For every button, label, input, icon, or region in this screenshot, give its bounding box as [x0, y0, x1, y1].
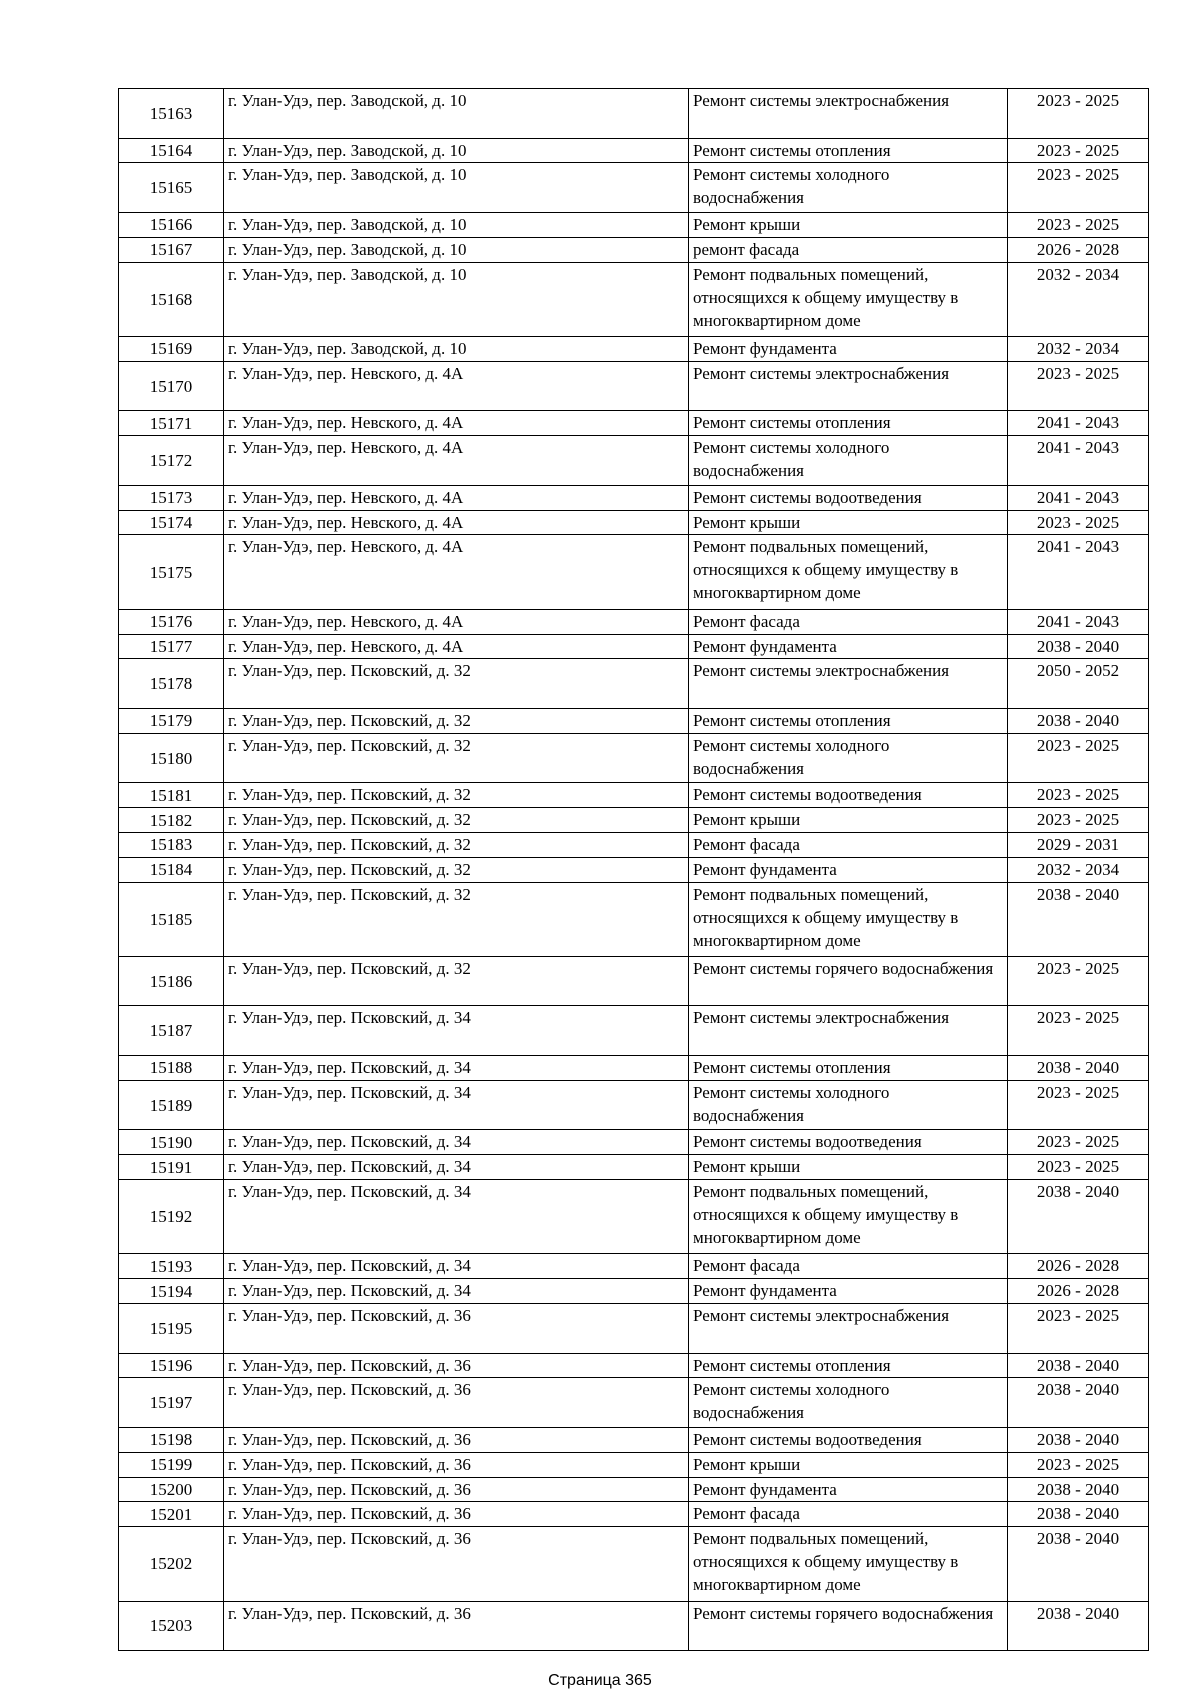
address-cell: г. Улан-Удэ, пер. Невского, д. 4А	[224, 609, 689, 634]
work-type-cell: Ремонт подвальных помещений, относящихся к общему имуществу в многоквартирном доме	[689, 1527, 1008, 1601]
table-row	[119, 1378, 1149, 1428]
table-row	[119, 708, 1149, 733]
row-number-cell: 15182	[119, 808, 224, 833]
work-type-cell: Ремонт фундамента	[689, 1477, 1008, 1502]
period-cell: 2023 - 2025	[1008, 138, 1149, 163]
address-cell: г. Улан-Удэ, пер. Псковский, д. 36	[224, 1477, 689, 1502]
work-type-cell: Ремонт системы водоотведения	[689, 1428, 1008, 1453]
work-type-cell: Ремонт системы холодного водоснабжения	[689, 1080, 1008, 1130]
table-row	[119, 485, 1149, 510]
table-row	[119, 1304, 1149, 1354]
row-number-cell: 15199	[119, 1452, 224, 1477]
address-cell: г. Улан-Удэ, пер. Псковский, д. 32	[224, 659, 689, 709]
row-number-cell: 15184	[119, 857, 224, 882]
work-type-cell: Ремонт системы электроснабжения	[689, 1006, 1008, 1056]
table-row	[119, 510, 1149, 535]
table-row	[119, 138, 1149, 163]
work-type-cell: Ремонт системы электроснабжения	[689, 659, 1008, 709]
table-row	[119, 237, 1149, 262]
period-cell: 2029 - 2031	[1008, 832, 1149, 857]
table-row	[119, 1254, 1149, 1279]
work-type-cell: Ремонт системы отопления	[689, 138, 1008, 163]
period-cell: 2023 - 2025	[1008, 163, 1149, 213]
period-cell: 2038 - 2040	[1008, 1180, 1149, 1254]
work-type-cell: Ремонт фундамента	[689, 336, 1008, 361]
work-type-cell: Ремонт системы электроснабжения	[689, 1304, 1008, 1354]
table-row	[119, 1428, 1149, 1453]
work-type-cell: Ремонт подвальных помещений, относящихся к общему имуществу в многоквартирном доме	[689, 882, 1008, 956]
work-type-cell: Ремонт крыши	[689, 510, 1008, 535]
address-cell: г. Улан-Удэ, пер. Псковский, д. 32	[224, 857, 689, 882]
table-row	[119, 411, 1149, 436]
period-cell: 2023 - 2025	[1008, 212, 1149, 237]
period-cell: 2023 - 2025	[1008, 783, 1149, 808]
address-cell: г. Улан-Удэ, пер. Псковский, д. 32	[224, 956, 689, 1006]
row-number-cell: 15190	[119, 1130, 224, 1155]
page-number: Страница 365	[548, 1672, 652, 1689]
address-cell: г. Улан-Удэ, пер. Псковский, д. 34	[224, 1006, 689, 1056]
period-cell: 2038 - 2040	[1008, 1056, 1149, 1081]
row-number-cell: 15203	[119, 1601, 224, 1651]
address-cell: г. Улан-Удэ, пер. Заводской, д. 10	[224, 138, 689, 163]
row-number-cell: 15185	[119, 882, 224, 956]
period-cell: 2038 - 2040	[1008, 1428, 1149, 1453]
table-row	[119, 1477, 1149, 1502]
period-cell: 2041 - 2043	[1008, 411, 1149, 436]
row-number-cell: 15192	[119, 1180, 224, 1254]
table-row	[119, 1006, 1149, 1056]
row-number-cell: 15168	[119, 262, 224, 336]
period-cell: 2038 - 2040	[1008, 708, 1149, 733]
work-type-cell: Ремонт подвальных помещений, относящихся к общему имуществу в многоквартирном доме	[689, 535, 1008, 609]
period-cell: 2026 - 2028	[1008, 1279, 1149, 1304]
address-cell: г. Улан-Удэ, пер. Псковский, д. 34	[224, 1056, 689, 1081]
address-cell: г. Улан-Удэ, пер. Невского, д. 4А	[224, 411, 689, 436]
row-number-cell: 15173	[119, 485, 224, 510]
address-cell: г. Улан-Удэ, пер. Невского, д. 4А	[224, 535, 689, 609]
row-number-cell: 15195	[119, 1304, 224, 1354]
repair-schedule-table	[118, 88, 1149, 1651]
address-cell: г. Улан-Удэ, пер. Псковский, д. 36	[224, 1452, 689, 1477]
address-cell: г. Улан-Удэ, пер. Псковский, д. 36	[224, 1428, 689, 1453]
period-cell: 2038 - 2040	[1008, 1527, 1149, 1601]
work-type-cell: ремонт фасада	[689, 237, 1008, 262]
period-cell: 2041 - 2043	[1008, 485, 1149, 510]
row-number-cell: 15197	[119, 1378, 224, 1428]
address-cell: г. Улан-Удэ, пер. Псковский, д. 32	[224, 708, 689, 733]
work-type-cell: Ремонт системы водоотведения	[689, 783, 1008, 808]
row-number-cell: 15177	[119, 634, 224, 659]
work-type-cell: Ремонт системы холодного водоснабжения	[689, 436, 1008, 486]
address-cell: г. Улан-Удэ, пер. Заводской, д. 10	[224, 262, 689, 336]
row-number-cell: 15193	[119, 1254, 224, 1279]
table-row	[119, 1080, 1149, 1130]
row-number-cell: 15164	[119, 138, 224, 163]
row-number-cell: 15171	[119, 411, 224, 436]
table-row	[119, 436, 1149, 486]
work-type-cell: Ремонт фундамента	[689, 634, 1008, 659]
work-type-cell: Ремонт фасада	[689, 609, 1008, 634]
table-row	[119, 163, 1149, 213]
row-number-cell: 15198	[119, 1428, 224, 1453]
row-number-cell: 15172	[119, 436, 224, 486]
table-row	[119, 1452, 1149, 1477]
address-cell: г. Улан-Удэ, пер. Псковский, д. 32	[224, 832, 689, 857]
row-number-cell: 15166	[119, 212, 224, 237]
period-cell: 2032 - 2034	[1008, 336, 1149, 361]
address-cell: г. Улан-Удэ, пер. Псковский, д. 34	[224, 1155, 689, 1180]
work-type-cell: Ремонт фундамента	[689, 1279, 1008, 1304]
work-type-cell: Ремонт системы электроснабжения	[689, 89, 1008, 139]
table-row	[119, 659, 1149, 709]
row-number-cell: 15169	[119, 336, 224, 361]
work-type-cell: Ремонт подвальных помещений, относящихся к общему имуществу в многоквартирном доме	[689, 262, 1008, 336]
row-number-cell: 15183	[119, 832, 224, 857]
table-row	[119, 89, 1149, 139]
period-cell: 2026 - 2028	[1008, 1254, 1149, 1279]
period-cell: 2038 - 2040	[1008, 882, 1149, 956]
table-row	[119, 336, 1149, 361]
period-cell: 2023 - 2025	[1008, 1304, 1149, 1354]
period-cell: 2026 - 2028	[1008, 237, 1149, 262]
address-cell: г. Улан-Удэ, пер. Псковский, д. 32	[224, 808, 689, 833]
row-number-cell: 15179	[119, 708, 224, 733]
row-number-cell: 15181	[119, 783, 224, 808]
table-row	[119, 262, 1149, 336]
address-cell: г. Улан-Удэ, пер. Невского, д. 4А	[224, 510, 689, 535]
row-number-cell: 15178	[119, 659, 224, 709]
row-number-cell: 15186	[119, 956, 224, 1006]
table-row	[119, 733, 1149, 783]
address-cell: г. Улан-Удэ, пер. Заводской, д. 10	[224, 237, 689, 262]
row-number-cell: 15189	[119, 1080, 224, 1130]
period-cell: 2038 - 2040	[1008, 1378, 1149, 1428]
period-cell: 2038 - 2040	[1008, 634, 1149, 659]
table-row	[119, 832, 1149, 857]
period-cell: 2023 - 2025	[1008, 510, 1149, 535]
address-cell: г. Улан-Удэ, пер. Псковский, д. 36	[224, 1378, 689, 1428]
period-cell: 2038 - 2040	[1008, 1353, 1149, 1378]
work-type-cell: Ремонт системы электроснабжения	[689, 361, 1008, 411]
work-type-cell: Ремонт подвальных помещений, относящихся к общему имуществу в многоквартирном доме	[689, 1180, 1008, 1254]
address-cell: г. Улан-Удэ, пер. Псковский, д. 32	[224, 882, 689, 956]
work-type-cell: Ремонт фасада	[689, 1502, 1008, 1527]
period-cell: 2023 - 2025	[1008, 1006, 1149, 1056]
work-type-cell: Ремонт крыши	[689, 808, 1008, 833]
period-cell: 2023 - 2025	[1008, 1080, 1149, 1130]
row-number-cell: 15174	[119, 510, 224, 535]
period-cell: 2038 - 2040	[1008, 1601, 1149, 1651]
row-number-cell: 15196	[119, 1353, 224, 1378]
row-number-cell: 15200	[119, 1477, 224, 1502]
table-row	[119, 212, 1149, 237]
address-cell: г. Улан-Удэ, пер. Псковский, д. 36	[224, 1502, 689, 1527]
work-type-cell: Ремонт системы водоотведения	[689, 485, 1008, 510]
address-cell: г. Улан-Удэ, пер. Невского, д. 4А	[224, 485, 689, 510]
table-row	[119, 1130, 1149, 1155]
work-type-cell: Ремонт системы горячего водоснабжения	[689, 956, 1008, 1006]
period-cell: 2023 - 2025	[1008, 733, 1149, 783]
table-row	[119, 956, 1149, 1006]
work-type-cell: Ремонт крыши	[689, 1155, 1008, 1180]
address-cell: г. Улан-Удэ, пер. Псковский, д. 36	[224, 1527, 689, 1601]
row-number-cell: 15188	[119, 1056, 224, 1081]
work-type-cell: Ремонт системы отопления	[689, 1056, 1008, 1081]
address-cell: г. Улан-Удэ, пер. Невского, д. 4А	[224, 361, 689, 411]
work-type-cell: Ремонт крыши	[689, 212, 1008, 237]
row-number-cell: 15163	[119, 89, 224, 139]
work-type-cell: Ремонт системы отопления	[689, 1353, 1008, 1378]
table-row	[119, 1180, 1149, 1254]
work-type-cell: Ремонт системы водоотведения	[689, 1130, 1008, 1155]
table-row	[119, 1527, 1149, 1601]
address-cell: г. Улан-Удэ, пер. Псковский, д. 36	[224, 1601, 689, 1651]
address-cell: г. Улан-Удэ, пер. Заводской, д. 10	[224, 336, 689, 361]
address-cell: г. Улан-Удэ, пер. Псковский, д. 36	[224, 1304, 689, 1354]
table-row	[119, 1601, 1149, 1651]
row-number-cell: 15191	[119, 1155, 224, 1180]
period-cell: 2041 - 2043	[1008, 535, 1149, 609]
period-cell: 2041 - 2043	[1008, 436, 1149, 486]
work-type-cell: Ремонт фасада	[689, 832, 1008, 857]
work-type-cell: Ремонт системы горячего водоснабжения	[689, 1601, 1008, 1651]
row-number-cell: 15201	[119, 1502, 224, 1527]
table-row	[119, 1056, 1149, 1081]
period-cell: 2038 - 2040	[1008, 1477, 1149, 1502]
table-row	[119, 609, 1149, 634]
period-cell: 2023 - 2025	[1008, 956, 1149, 1006]
period-cell: 2050 - 2052	[1008, 659, 1149, 709]
table-row	[119, 1279, 1149, 1304]
address-cell: г. Улан-Удэ, пер. Псковский, д. 32	[224, 733, 689, 783]
table-row	[119, 361, 1149, 411]
row-number-cell: 15167	[119, 237, 224, 262]
work-type-cell: Ремонт системы отопления	[689, 708, 1008, 733]
address-cell: г. Улан-Удэ, пер. Псковский, д. 36	[224, 1353, 689, 1378]
period-cell: 2023 - 2025	[1008, 361, 1149, 411]
table-row	[119, 1353, 1149, 1378]
address-cell: г. Улан-Удэ, пер. Заводской, д. 10	[224, 212, 689, 237]
table-body	[119, 89, 1149, 1651]
table-row	[119, 634, 1149, 659]
period-cell: 2038 - 2040	[1008, 1502, 1149, 1527]
row-number-cell: 15175	[119, 535, 224, 609]
period-cell: 2023 - 2025	[1008, 1155, 1149, 1180]
row-number-cell: 15165	[119, 163, 224, 213]
row-number-cell: 15194	[119, 1279, 224, 1304]
work-type-cell: Ремонт фасада	[689, 1254, 1008, 1279]
work-type-cell: Ремонт системы холодного водоснабжения	[689, 1378, 1008, 1428]
address-cell: г. Улан-Удэ, пер. Псковский, д. 34	[224, 1180, 689, 1254]
table-row	[119, 783, 1149, 808]
address-cell: г. Улан-Удэ, пер. Псковский, д. 34	[224, 1130, 689, 1155]
address-cell: г. Улан-Удэ, пер. Псковский, д. 34	[224, 1254, 689, 1279]
address-cell: г. Улан-Удэ, пер. Невского, д. 4А	[224, 634, 689, 659]
table-row	[119, 1155, 1149, 1180]
row-number-cell: 15180	[119, 733, 224, 783]
address-cell: г. Улан-Удэ, пер. Псковский, д. 32	[224, 783, 689, 808]
table-row	[119, 857, 1149, 882]
address-cell: г. Улан-Удэ, пер. Псковский, д. 34	[224, 1080, 689, 1130]
period-cell: 2041 - 2043	[1008, 609, 1149, 634]
address-cell: г. Улан-Удэ, пер. Невского, д. 4А	[224, 436, 689, 486]
table-row	[119, 808, 1149, 833]
address-cell: г. Улан-Удэ, пер. Заводской, д. 10	[224, 89, 689, 139]
row-number-cell: 15187	[119, 1006, 224, 1056]
period-cell: 2032 - 2034	[1008, 262, 1149, 336]
period-cell: 2023 - 2025	[1008, 1130, 1149, 1155]
address-cell: г. Улан-Удэ, пер. Псковский, д. 34	[224, 1279, 689, 1304]
row-number-cell: 15176	[119, 609, 224, 634]
table-row	[119, 1502, 1149, 1527]
work-type-cell: Ремонт крыши	[689, 1452, 1008, 1477]
table-row	[119, 535, 1149, 609]
work-type-cell: Ремонт системы холодного водоснабжения	[689, 733, 1008, 783]
address-cell: г. Улан-Удэ, пер. Заводской, д. 10	[224, 163, 689, 213]
row-number-cell: 15170	[119, 361, 224, 411]
work-type-cell: Ремонт системы холодного водоснабжения	[689, 163, 1008, 213]
work-type-cell: Ремонт системы отопления	[689, 411, 1008, 436]
work-type-cell: Ремонт фундамента	[689, 857, 1008, 882]
period-cell: 2023 - 2025	[1008, 1452, 1149, 1477]
row-number-cell: 15202	[119, 1527, 224, 1601]
period-cell: 2032 - 2034	[1008, 857, 1149, 882]
period-cell: 2023 - 2025	[1008, 89, 1149, 139]
table-row	[119, 882, 1149, 956]
period-cell: 2023 - 2025	[1008, 808, 1149, 833]
